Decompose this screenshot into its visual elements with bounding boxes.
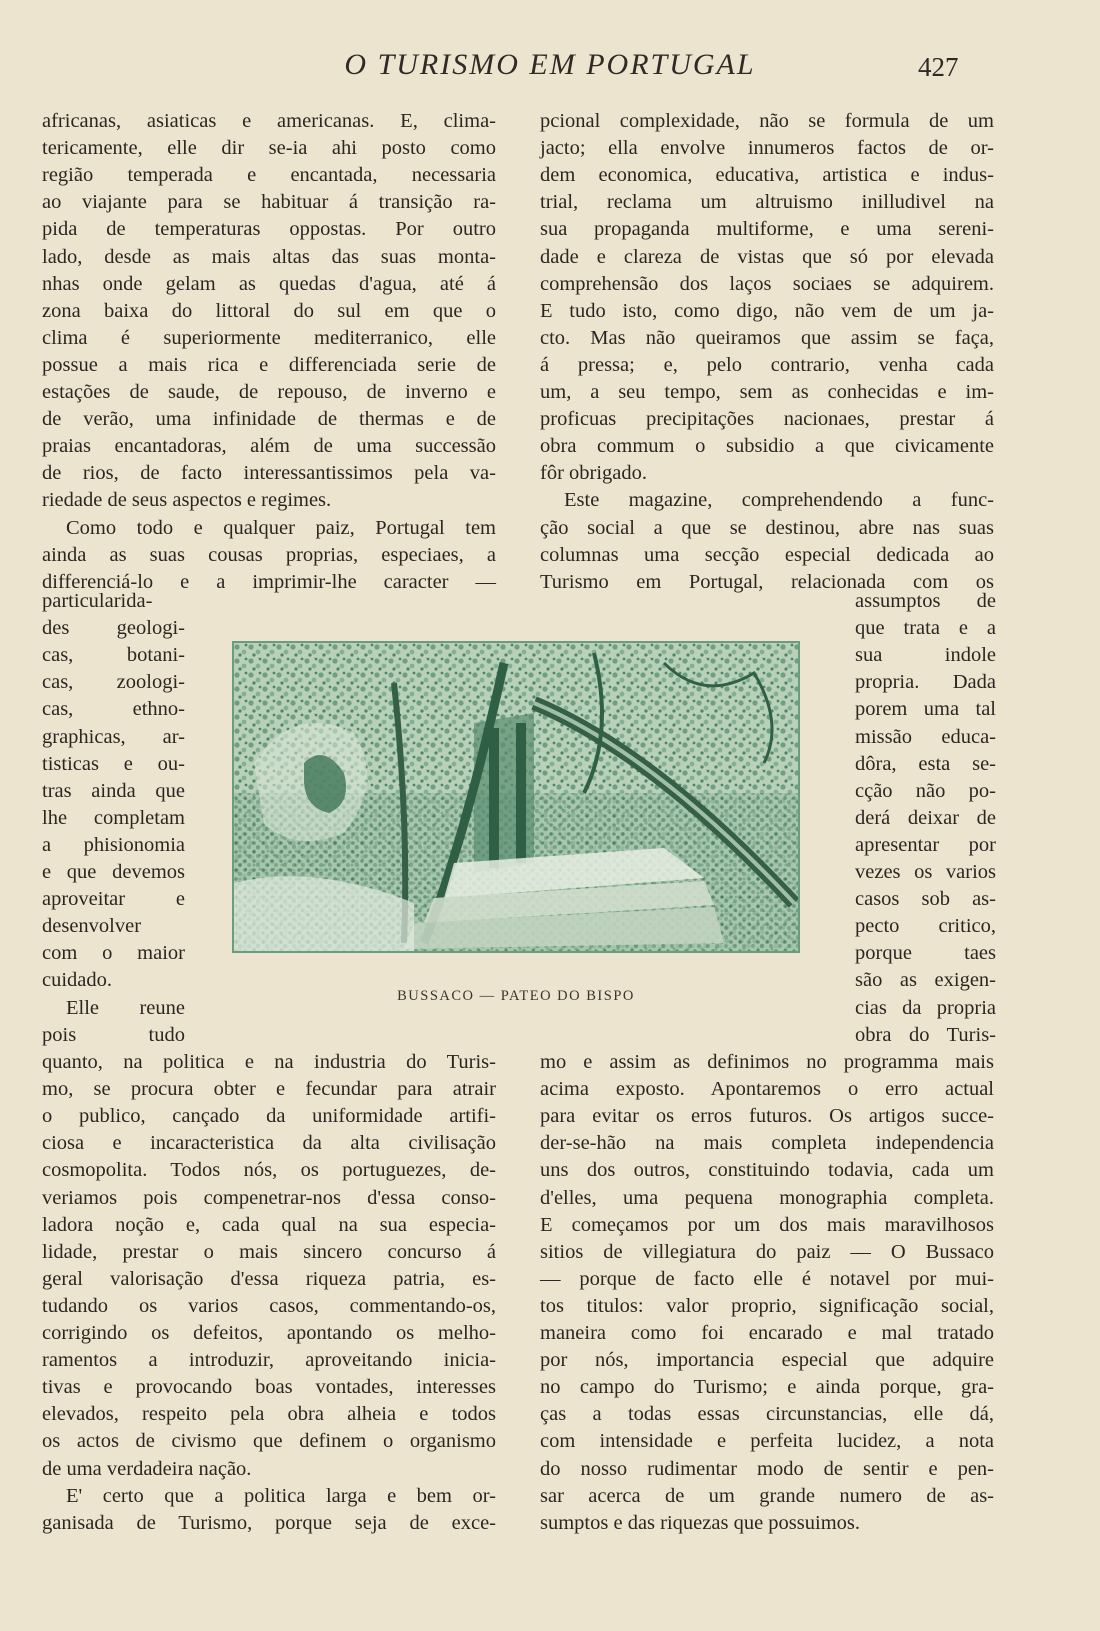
text-line: des geologi-	[42, 617, 185, 640]
text-line: cias da propria	[855, 996, 996, 1019]
text-line: tivas e provocando boas vontades, interesses	[42, 1376, 496, 1399]
text-line: e que devemos	[42, 861, 185, 883]
text-line: no campo do Turismo; e ainda porque, gra-	[540, 1376, 994, 1399]
text-line: Como todo e qualquer paiz, Portugal tem	[66, 516, 496, 539]
text-line: á pressa; e, pelo contrario, venha cada	[540, 353, 994, 376]
text-line: sumptos e das riquezas que possuimos.	[540, 1511, 860, 1534]
text-line: columnas uma secção especial dedicada ao	[540, 543, 994, 566]
text-line: corrigindo os defeitos, apontando os melho-	[42, 1322, 496, 1344]
text-line: por nós, importancia especial que adquire	[540, 1349, 994, 1372]
text-line: sua indole	[855, 644, 996, 667]
text-line: porque taes	[855, 942, 996, 965]
text-line: do nosso rudimentar modo de sentir e pen-	[540, 1457, 994, 1480]
text-line: cas, zoologi-	[42, 671, 185, 694]
text-line: estações de saude, de repouso, de inverno e	[42, 381, 496, 403]
text-line: E começamos por um dos mais maravilhosos	[540, 1213, 994, 1236]
text-line: tericamente, elle dir se-ia ahi posto como	[42, 137, 496, 160]
text-line: assumptos de	[855, 590, 996, 612]
text-line: são as exigen-	[855, 969, 996, 992]
text-line: de verão, uma infinidade de thermas e de	[42, 408, 496, 431]
text-line: sitios de villegiatura do paiz — O Bussaco	[540, 1240, 994, 1263]
text-line: sar acerca de um grande numero de as-	[540, 1484, 994, 1507]
text-line: clima é superiormente mediterranico, elle	[42, 326, 496, 349]
text-line: dade e clareza de vistas que só por elevada	[540, 245, 994, 268]
text-line: ças a todas essas circunstancias, elle dá,	[540, 1403, 994, 1426]
text-line: africanas, asiaticas e americanas. E, clima-	[42, 110, 496, 132]
running-title: O TURISMO EM PORTUGAL	[344, 48, 756, 81]
text-line: de rios, de facto interessantissimos pela va-	[42, 462, 496, 485]
text-line: proficuas precipitações nacionaes, prestar á	[540, 408, 994, 431]
text-line: ainda as suas cousas proprias, especiaes, a	[42, 543, 496, 566]
text-line: riedade de seus aspectos e regimes.	[42, 489, 332, 512]
text-line: particularida-	[42, 590, 153, 612]
text-line: ao viajante para se habituar á transição ra-	[42, 191, 496, 214]
text-line: ciosa e incaracteristica da alta civilisação	[42, 1132, 496, 1155]
text-line: lidade, prestar o mais sincero concurso á	[42, 1240, 496, 1263]
text-line: zona baixa do littoral do sul em que o	[42, 299, 496, 322]
text-line: pida de temperaturas oppostas. Por outro	[42, 218, 496, 241]
photo-illustration	[234, 643, 798, 951]
text-line: possue a mais rica e differenciada serie de	[42, 353, 496, 376]
text-line: quanto, na politica e na industria do Turis-	[42, 1051, 496, 1073]
text-line: der-se-hão na mais completa independencia	[540, 1132, 994, 1155]
text-line: sua propaganda multiforme, e uma sereni-	[540, 218, 994, 241]
text-line: de uma verdadeira nação.	[42, 1457, 252, 1480]
text-line: Turismo em Portugal, relacionada com os	[540, 570, 994, 593]
text-line: veriamos pois compenetrar-nos d'essa conso-	[42, 1186, 496, 1209]
text-line: Elle reune	[66, 996, 185, 1019]
text-line: praias encantadoras, além de uma successão	[42, 435, 496, 458]
text-line: os actos de civismo que definem o organismo	[42, 1430, 496, 1453]
text-line: nhas onde gelam as quedas d'agua, até á	[42, 272, 496, 295]
text-line: uns dos outros, constituindo todavia, cada um	[540, 1159, 994, 1182]
text-line: que trata e a	[855, 617, 996, 640]
text-line: cas, ethno-	[42, 698, 185, 721]
text-line: fôr obrigado.	[540, 462, 648, 485]
text-line: Este magazine, comprehendendo a func-	[564, 489, 994, 512]
text-line: região temperada e encantada, necessaria	[42, 164, 496, 187]
text-line: trial, reclama um altruismo inilludivel na	[540, 191, 994, 214]
text-line: tos titulos: valor proprio, significação social,	[540, 1294, 994, 1317]
text-line: lado, desde as mais altas das suas monta-	[42, 245, 496, 268]
text-line: dem economica, educativa, artistica e indus-	[540, 164, 994, 187]
text-line: com o maior	[42, 942, 185, 965]
text-line: propria. Dada	[855, 671, 996, 694]
text-line: mo, se procura obter e fecundar para atrair	[42, 1078, 496, 1101]
page-number: 427	[918, 52, 959, 82]
text-line: geral valorisação d'essa riqueza patria, es-	[42, 1267, 496, 1290]
text-line: d'elles, uma pequena monographia completa.	[540, 1186, 994, 1209]
text-line: casos sob as-	[855, 888, 996, 911]
text-line: acima exposto. Apontaremos o erro actual	[540, 1078, 994, 1101]
bussaco-photograph	[232, 641, 800, 953]
text-line: comprehensão dos laços sociaes se adquirem.	[540, 272, 994, 295]
text-line: ladora noção e, cada qual na sua especia-	[42, 1213, 496, 1236]
text-line: ção social a que se destinou, abre nas suas	[540, 516, 994, 539]
text-line: graphicas, ar-	[42, 725, 185, 748]
text-line: obra commum o subsidio a que civicamente	[540, 435, 994, 458]
text-line: ramentos a introduzir, aproveitando inicia-	[42, 1349, 496, 1372]
text-line: ganisada de Turismo, porque seja de exce-	[42, 1511, 496, 1534]
text-line: vezes os varios	[855, 861, 996, 883]
text-line: para evitar os erros futuros. Os artigos succe-	[540, 1105, 994, 1128]
text-line: obra do Turis-	[855, 1023, 996, 1046]
text-line: jacto; ella envolve innumeros factos de or-	[540, 137, 994, 160]
text-line: mo e assim as definimos no programma mais	[540, 1051, 994, 1073]
text-line: a phisionomia	[42, 833, 185, 856]
text-line: E' certo que a politica larga e bem or-	[66, 1484, 496, 1507]
text-line: pecto critico,	[855, 915, 996, 938]
text-line: E tudo isto, como digo, não vem de um ja-	[540, 299, 994, 322]
text-line: cas, botani-	[42, 644, 185, 667]
text-line: tras ainda que	[42, 779, 185, 802]
text-line: dôra, esta se-	[855, 752, 996, 775]
text-line: um, a seu tempo, sem as conhecidas e im-	[540, 381, 994, 403]
text-line: cosmopolita. Todos nós, os portuguezes, de-	[42, 1159, 496, 1182]
text-line: aproveitar e	[42, 888, 185, 911]
text-line: lhe completam	[42, 806, 185, 829]
text-line: elevados, respeito pela obra alheia e todos	[42, 1403, 496, 1426]
text-line: porem uma tal	[855, 698, 996, 721]
text-line: pcional complexidade, não se formula de um	[540, 110, 994, 132]
text-line: cuidado.	[42, 969, 113, 992]
text-line: maneira como foi encarado e mal tratado	[540, 1322, 994, 1344]
text-line: derá deixar de	[855, 806, 996, 829]
text-line: tudando os varios casos, commentando-os,	[42, 1294, 496, 1317]
figure-caption: BUSSACO — PATEO DO BISPO	[397, 988, 635, 1004]
text-line: com intensidade e perfeita lucidez, a nota	[540, 1430, 994, 1453]
text-line: o publico, cançado da uniformidade artifi-	[42, 1105, 496, 1128]
text-line: desenvolver	[42, 915, 142, 938]
text-line: — porque de facto elle é notavel por mui-	[540, 1267, 994, 1290]
text-line: differenciá-lo e a imprimir-lhe caracter —	[42, 570, 496, 593]
text-line: tisticas e ou-	[42, 752, 185, 775]
text-line: pois tudo	[42, 1023, 185, 1046]
text-line: cto. Mas não queiramos que assim se faça,	[540, 326, 994, 349]
text-line: cção não po-	[855, 779, 996, 802]
text-line: apresentar por	[855, 833, 996, 856]
text-line: missão educa-	[855, 725, 996, 748]
